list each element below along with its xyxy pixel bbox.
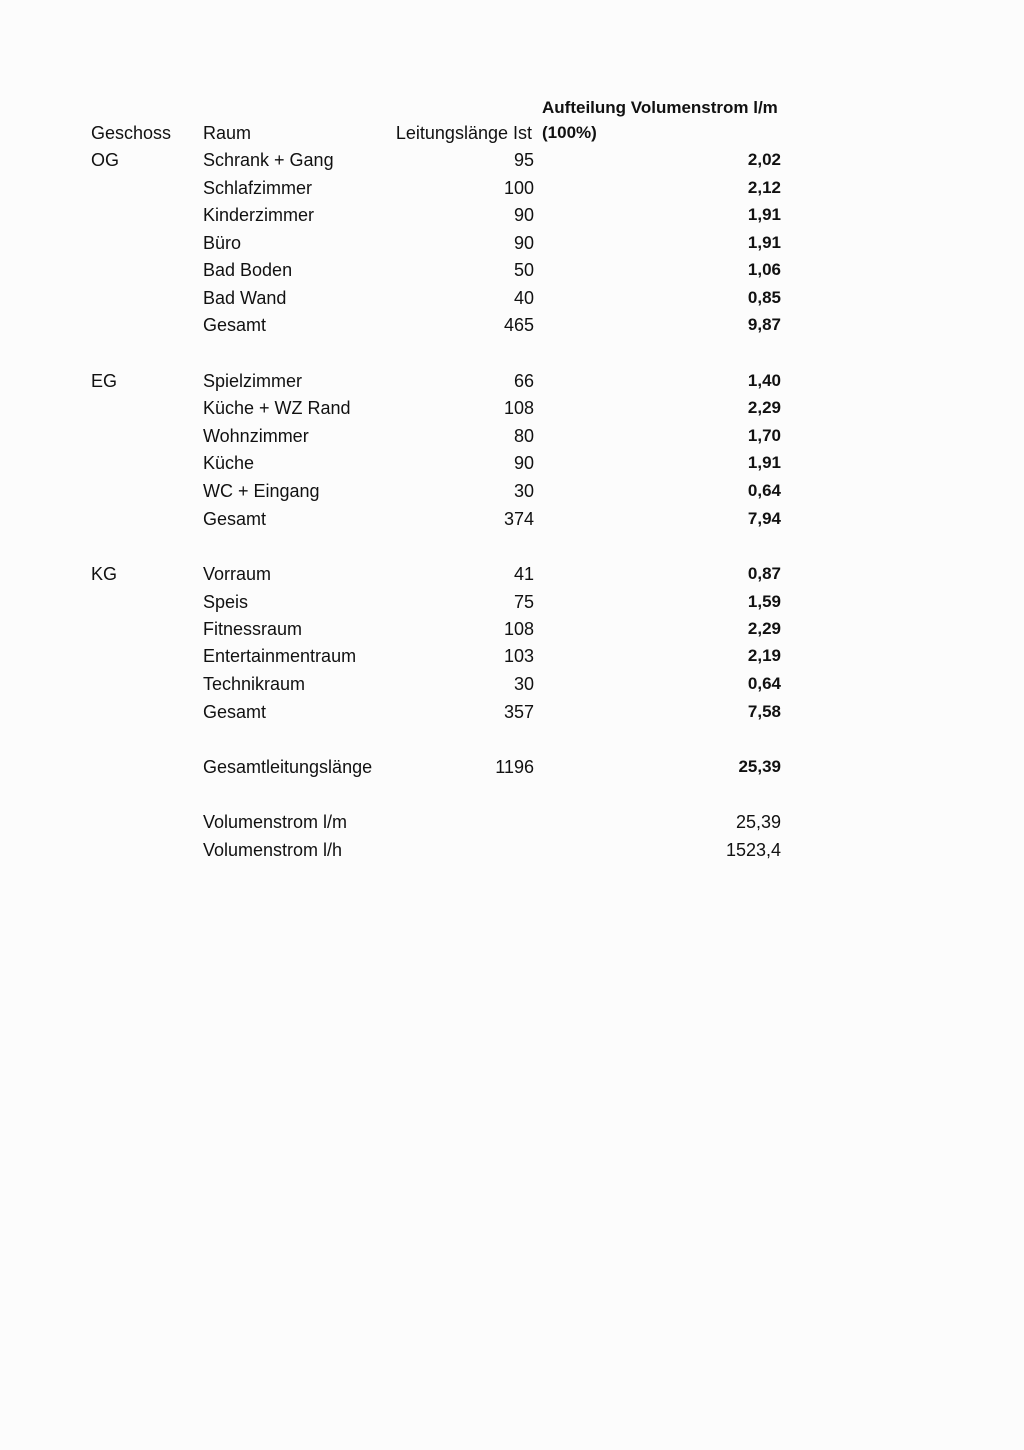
flow-share: 0,64 — [747, 481, 781, 500]
grand-total-label: Gesamtleitungslänge — [203, 757, 373, 777]
pipe-length: 90 — [513, 233, 534, 253]
room-name: Speis — [203, 592, 249, 612]
flow-share: 2,12 — [747, 178, 781, 197]
pipe-length: 41 — [513, 564, 534, 584]
summary-value: 25,39 — [735, 812, 781, 832]
subtotal-length: 374 — [503, 509, 534, 529]
pipe-length: 30 — [513, 481, 534, 501]
pipe-length: 30 — [513, 674, 534, 694]
floor-label-kg: KG — [91, 564, 118, 584]
pipe-length: 108 — [503, 398, 534, 418]
flow-share: 2,29 — [747, 398, 781, 417]
room-name: WC + Eingang — [203, 481, 320, 501]
pipe-length: 50 — [513, 260, 534, 280]
room-name: Küche + WZ Rand — [203, 398, 351, 418]
pipe-length: 80 — [513, 426, 534, 446]
summary-label: Volumenstrom l/m — [203, 812, 348, 832]
grand-total-length: 1196 — [495, 757, 534, 777]
pipe-length: 66 — [513, 371, 534, 391]
flow-share: 2,29 — [747, 619, 781, 638]
room-name: Technikraum — [203, 674, 306, 694]
subtotal-label: Gesamt — [203, 315, 267, 335]
header-geschoss: Geschoss — [91, 123, 172, 143]
pipe-length: 40 — [513, 288, 534, 308]
room-name: Wohnzimmer — [203, 426, 309, 446]
pipe-length: 95 — [513, 150, 534, 170]
room-name: Bad Boden — [203, 260, 293, 280]
flow-share: 1,59 — [747, 592, 781, 611]
flow-share: 1,91 — [747, 233, 781, 252]
summary-value: 1523,4 — [725, 840, 781, 860]
room-name: Fitnessraum — [203, 619, 303, 639]
room-name: Küche — [203, 453, 255, 473]
flow-share: 1,06 — [747, 260, 781, 279]
flow-share: 1,40 — [747, 371, 781, 390]
flow-share: 2,02 — [747, 150, 781, 169]
room-name: Spielzimmer — [203, 371, 303, 391]
header-leitungslaenge: Leitungslänge Ist — [395, 123, 532, 143]
pipe-length: 90 — [513, 205, 534, 225]
summary-label: Volumenstrom l/h — [203, 840, 343, 860]
room-name: Kinderzimmer — [203, 205, 315, 225]
subtotal-length: 465 — [503, 315, 534, 335]
pipe-length: 108 — [503, 619, 534, 639]
pipe-length: 103 — [503, 646, 534, 666]
floor-label-og: OG — [91, 150, 120, 170]
flow-share: 0,64 — [747, 674, 781, 693]
subtotal-flow: 7,94 — [747, 509, 781, 528]
room-name: Entertainmentraum — [203, 646, 357, 666]
floor-label-eg: EG — [91, 371, 118, 391]
flow-share: 1,91 — [747, 205, 781, 224]
grand-total-flow: 25,39 — [738, 757, 781, 776]
header-aufteilung-line1: Aufteilung Volumenstrom l/m — [542, 98, 778, 117]
flow-share: 0,87 — [747, 564, 781, 583]
pipe-length: 100 — [503, 178, 534, 198]
flow-share: 1,70 — [747, 426, 781, 445]
pipe-length: 90 — [513, 453, 534, 473]
flow-share: 0,85 — [747, 288, 781, 307]
room-name: Schrank + Gang — [203, 150, 334, 170]
subtotal-label: Gesamt — [203, 509, 267, 529]
subtotal-length: 357 — [503, 702, 534, 722]
room-name: Vorraum — [203, 564, 272, 584]
flow-share: 1,91 — [747, 453, 781, 472]
subtotal-flow: 7,58 — [747, 702, 781, 721]
subtotal-label: Gesamt — [203, 702, 267, 722]
subtotal-flow: 9,87 — [747, 315, 781, 334]
flow-share: 2,19 — [747, 646, 781, 665]
room-name: Büro — [203, 233, 242, 253]
header-raum: Raum — [203, 123, 252, 143]
room-name: Bad Wand — [203, 288, 287, 308]
room-name: Schlafzimmer — [203, 178, 313, 198]
header-aufteilung-line2: (100%) — [542, 123, 597, 142]
pipe-length: 75 — [513, 592, 534, 612]
